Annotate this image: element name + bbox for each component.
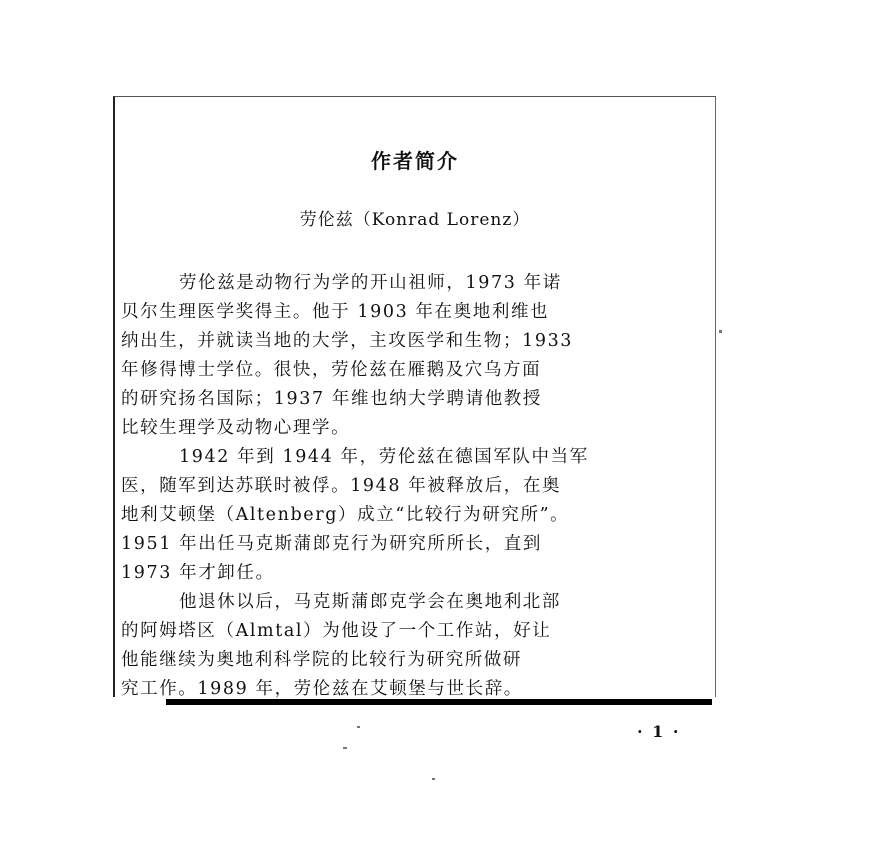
text-line: 医，随军到达苏联时被俘。1948 年被释放后，在奥 <box>121 476 562 496</box>
text-line: 地利艾顿堡（Altenberg）成立“比较行为研究所”。 <box>121 505 570 525</box>
text-line: 他能继续为奥地利科学院的比较行为研究所做研 <box>121 650 523 670</box>
text-line: 比较生理学及动物心理学。 <box>121 418 351 438</box>
paragraph <box>121 588 711 704</box>
paragraph <box>121 443 711 588</box>
text-line: 年修得博士学位。很快，劳伦兹在雁鹅及穴乌方面 <box>121 360 542 380</box>
text-line: 的阿姆塔区（Almtal）为他设了一个工作站，好让 <box>121 621 552 641</box>
text-line: 究工作。1989 年，劳伦兹在艾顿堡与世长辞。 <box>121 679 523 699</box>
text-line: 1973 年才卸任。 <box>121 563 275 583</box>
text-line: 1951 年出任马克斯蒲郎克行为研究所所长，直到 <box>121 534 542 554</box>
paragraph <box>121 269 711 443</box>
biography-text <box>121 269 711 704</box>
text-line: 劳伦兹是动物行为学的开山祖师，1973 年诺 <box>179 273 562 293</box>
author-name: 劳伦兹（Konrad Lorenz） <box>299 210 531 230</box>
text-line: 的研究扬名国际；1937 年维也纳大学聘请他教授 <box>121 389 542 409</box>
scan-speck <box>719 330 722 333</box>
page-title: 作者简介 <box>371 149 459 173</box>
page-frame <box>113 96 716 697</box>
page-number: · 1 · <box>637 722 681 741</box>
text-line: 纳出生，并就读当地的大学，主攻医学和生物；1933 <box>121 331 574 351</box>
scan-speck <box>432 778 435 780</box>
text-line: 1942 年到 1944 年，劳伦兹在德国军队中当军 <box>179 447 589 467</box>
text-line: 他退休以后，马克斯蒲郎克学会在奥地利北部 <box>179 592 561 612</box>
scan-speck <box>343 747 347 749</box>
scan-speck <box>357 726 360 728</box>
text-line: 贝尔生理医学奖得主。他于 1903 年在奥地利维也 <box>121 302 550 322</box>
bottom-rule <box>166 699 712 705</box>
